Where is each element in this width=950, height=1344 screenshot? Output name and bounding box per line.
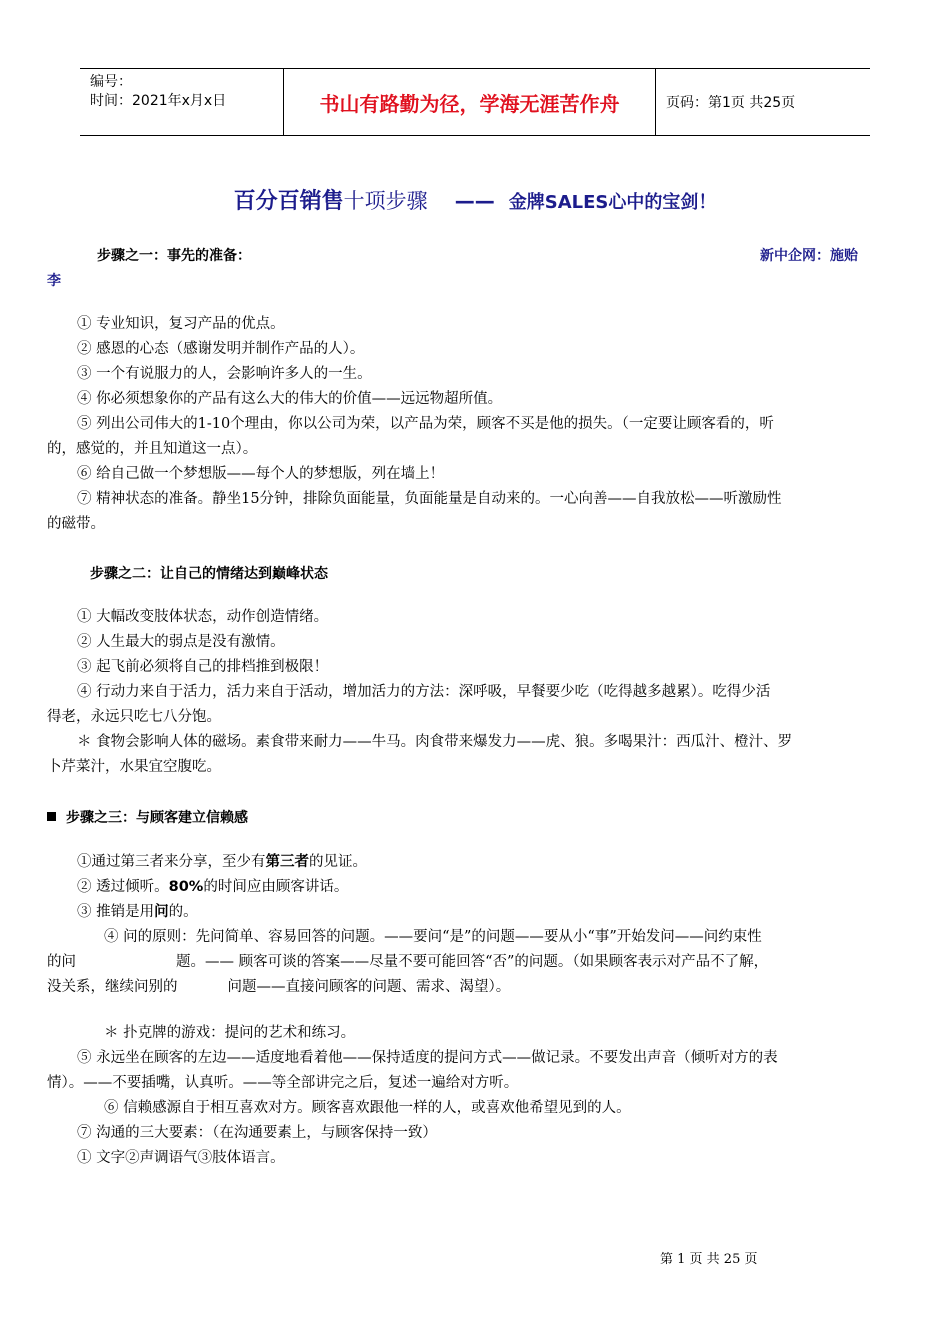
list-item: ④ 行动力来自于活力，活力来自于活动，增加活力的方法：深呼吸，早餐要少吃（吃得越多越累）。吃得少活 <box>77 684 771 700</box>
list-item <box>47 900 899 925</box>
list-item: ⑦ 沟通的三大要素：（在沟通要素上，与顾客保持一致） <box>77 1125 437 1141</box>
step2-list <box>47 605 899 780</box>
item4-line2-end: 题。—— 顾客可谈的答案——尽量不要可能回答“否”的问题。（如果顾客表示对产品不了解， <box>176 954 769 970</box>
item4-line3-end: 问题——直接问顾客的问题、需求、渴望）。 <box>227 979 511 995</box>
item4-line3-start: 没关系，继续问别的 <box>47 979 178 995</box>
item3-text-end: 的。 <box>168 904 198 920</box>
title-dash: —— <box>454 189 495 213</box>
list-item: ③ 起飞前必须将自己的排档推到极限！ <box>77 659 329 675</box>
page-footer: 第 1 页 共 25 页 <box>660 1252 758 1267</box>
list-item: ⑦ 精神状态的准备。静坐15分钟，排除负面能量，负面能量是自动来的。一心向善——自我放松——听激励性 <box>77 491 782 507</box>
title-part2: 十项步骤 <box>343 189 428 213</box>
list-item: 的磁带。 <box>47 516 105 532</box>
item3-text: ③ 推销是用 <box>77 904 155 920</box>
list-item: ② 感恩的心态（感谢发明并制作产品的人）。 <box>77 341 365 357</box>
author-line2: 李 <box>47 273 61 289</box>
list-item: ① 专业知识，复习产品的优点。 <box>77 316 285 332</box>
list-item <box>47 950 899 975</box>
list-item <box>47 850 899 875</box>
step1-heading: 步骤之一：事先的准备： <box>97 248 251 264</box>
list-item <box>47 875 899 900</box>
item2-text: ② 透过倾听。 <box>77 879 169 895</box>
item2-text-end: 的时间应由顾客讲话。 <box>203 879 349 895</box>
header-meta <box>80 69 283 135</box>
header-motto: 书山有路勤为径，学海无涯苦作舟 <box>283 69 656 135</box>
list-item: ＊ 扑克牌的游戏：提问的艺术和练习。 <box>104 1025 356 1041</box>
list-item: ④ 你必须想象你的产品有这么大的伟大的价值——远远物超所值。 <box>77 391 503 407</box>
list-item: ＊ 食物会影响人体的磁场。素食带来耐力——牛马。肉食带来爆发力——虎、狼。多喝果汁：西瓜汁、橙汁、罗 <box>77 734 793 750</box>
title-part1: 百分百销售 <box>233 189 344 214</box>
list-item <box>47 975 899 1000</box>
item2-bold: 80% <box>168 879 204 895</box>
title-part4: 金牌SALES心中的宝剑！ <box>508 192 717 213</box>
item1-text: ①通过第三者来分享，至少有 <box>77 854 266 870</box>
list-item: 的，感觉的，并且知道这一点）。 <box>47 441 258 457</box>
list-item: 得老，永远只吃七八分饱。 <box>47 709 221 725</box>
time-label: 时间：2021年x月x日 <box>90 93 227 109</box>
list-item: ④ 问的原则：先问简单、容易回答的问题。——要问“是”的问题——要从小“事”开始发问——问约束性 <box>104 929 762 945</box>
list-item: 卜芹菜汁，水果宜空腹吃。 <box>47 759 221 775</box>
list-item: ⑤ 永远坐在顾客的左边——适度地看着他——保持适度的提问方式——做记录。不要发出声音（倾听对方的表 <box>77 1050 778 1066</box>
item3-bold: 问 <box>154 904 169 920</box>
header-table <box>80 68 870 136</box>
item1-text-end: 的见证。 <box>309 854 367 870</box>
list-item: ⑤ 列出公司伟大的1-10个理由，你以公司为荣，以产品为荣，顾客不买是他的损失。（一定要让顾客看的，听 <box>77 416 774 432</box>
step3-heading <box>47 807 248 827</box>
list-item: ⑥ 给自己做一个梦想版——每个人的梦想版，列在墙上！ <box>77 466 445 482</box>
square-bullet-icon <box>47 812 56 821</box>
step3-heading-text: 步骤之三：与顾客建立信赖感 <box>66 810 248 826</box>
list-item: ② 人生最大的弱点是没有激情。 <box>77 634 285 650</box>
step1-list <box>47 312 899 537</box>
step3-list <box>47 850 899 1000</box>
item4-line2-start: 的问 <box>47 954 76 970</box>
author-line1: 新中企网：施贻 <box>760 248 858 264</box>
list-item: ① 大幅改变肢体状态，动作创造情绪。 <box>77 609 329 625</box>
step3-list-continued <box>47 1021 899 1171</box>
step2-heading: 步骤之二：让自己的情绪达到巅峰状态 <box>90 566 328 582</box>
list-item: ⑥ 信赖感源自于相互喜欢对方。顾客喜欢跟他一样的人，或喜欢他希望见到的人。 <box>104 1100 631 1116</box>
list-item: 情）。——不要插嘴，认真听。——等全部讲完之后，复述一遍给对方听。 <box>47 1075 519 1091</box>
list-item: ③ 一个有说服力的人，会影响许多人的一生。 <box>77 366 372 382</box>
list-item: ① 文字②声调语气③肢体语言。 <box>77 1150 285 1166</box>
item1-bold: 第三者 <box>265 854 309 870</box>
header-page-code: 页码：第1页 共25页 <box>666 95 796 111</box>
document-title <box>0 184 950 215</box>
number-label: 编号： <box>90 74 132 90</box>
